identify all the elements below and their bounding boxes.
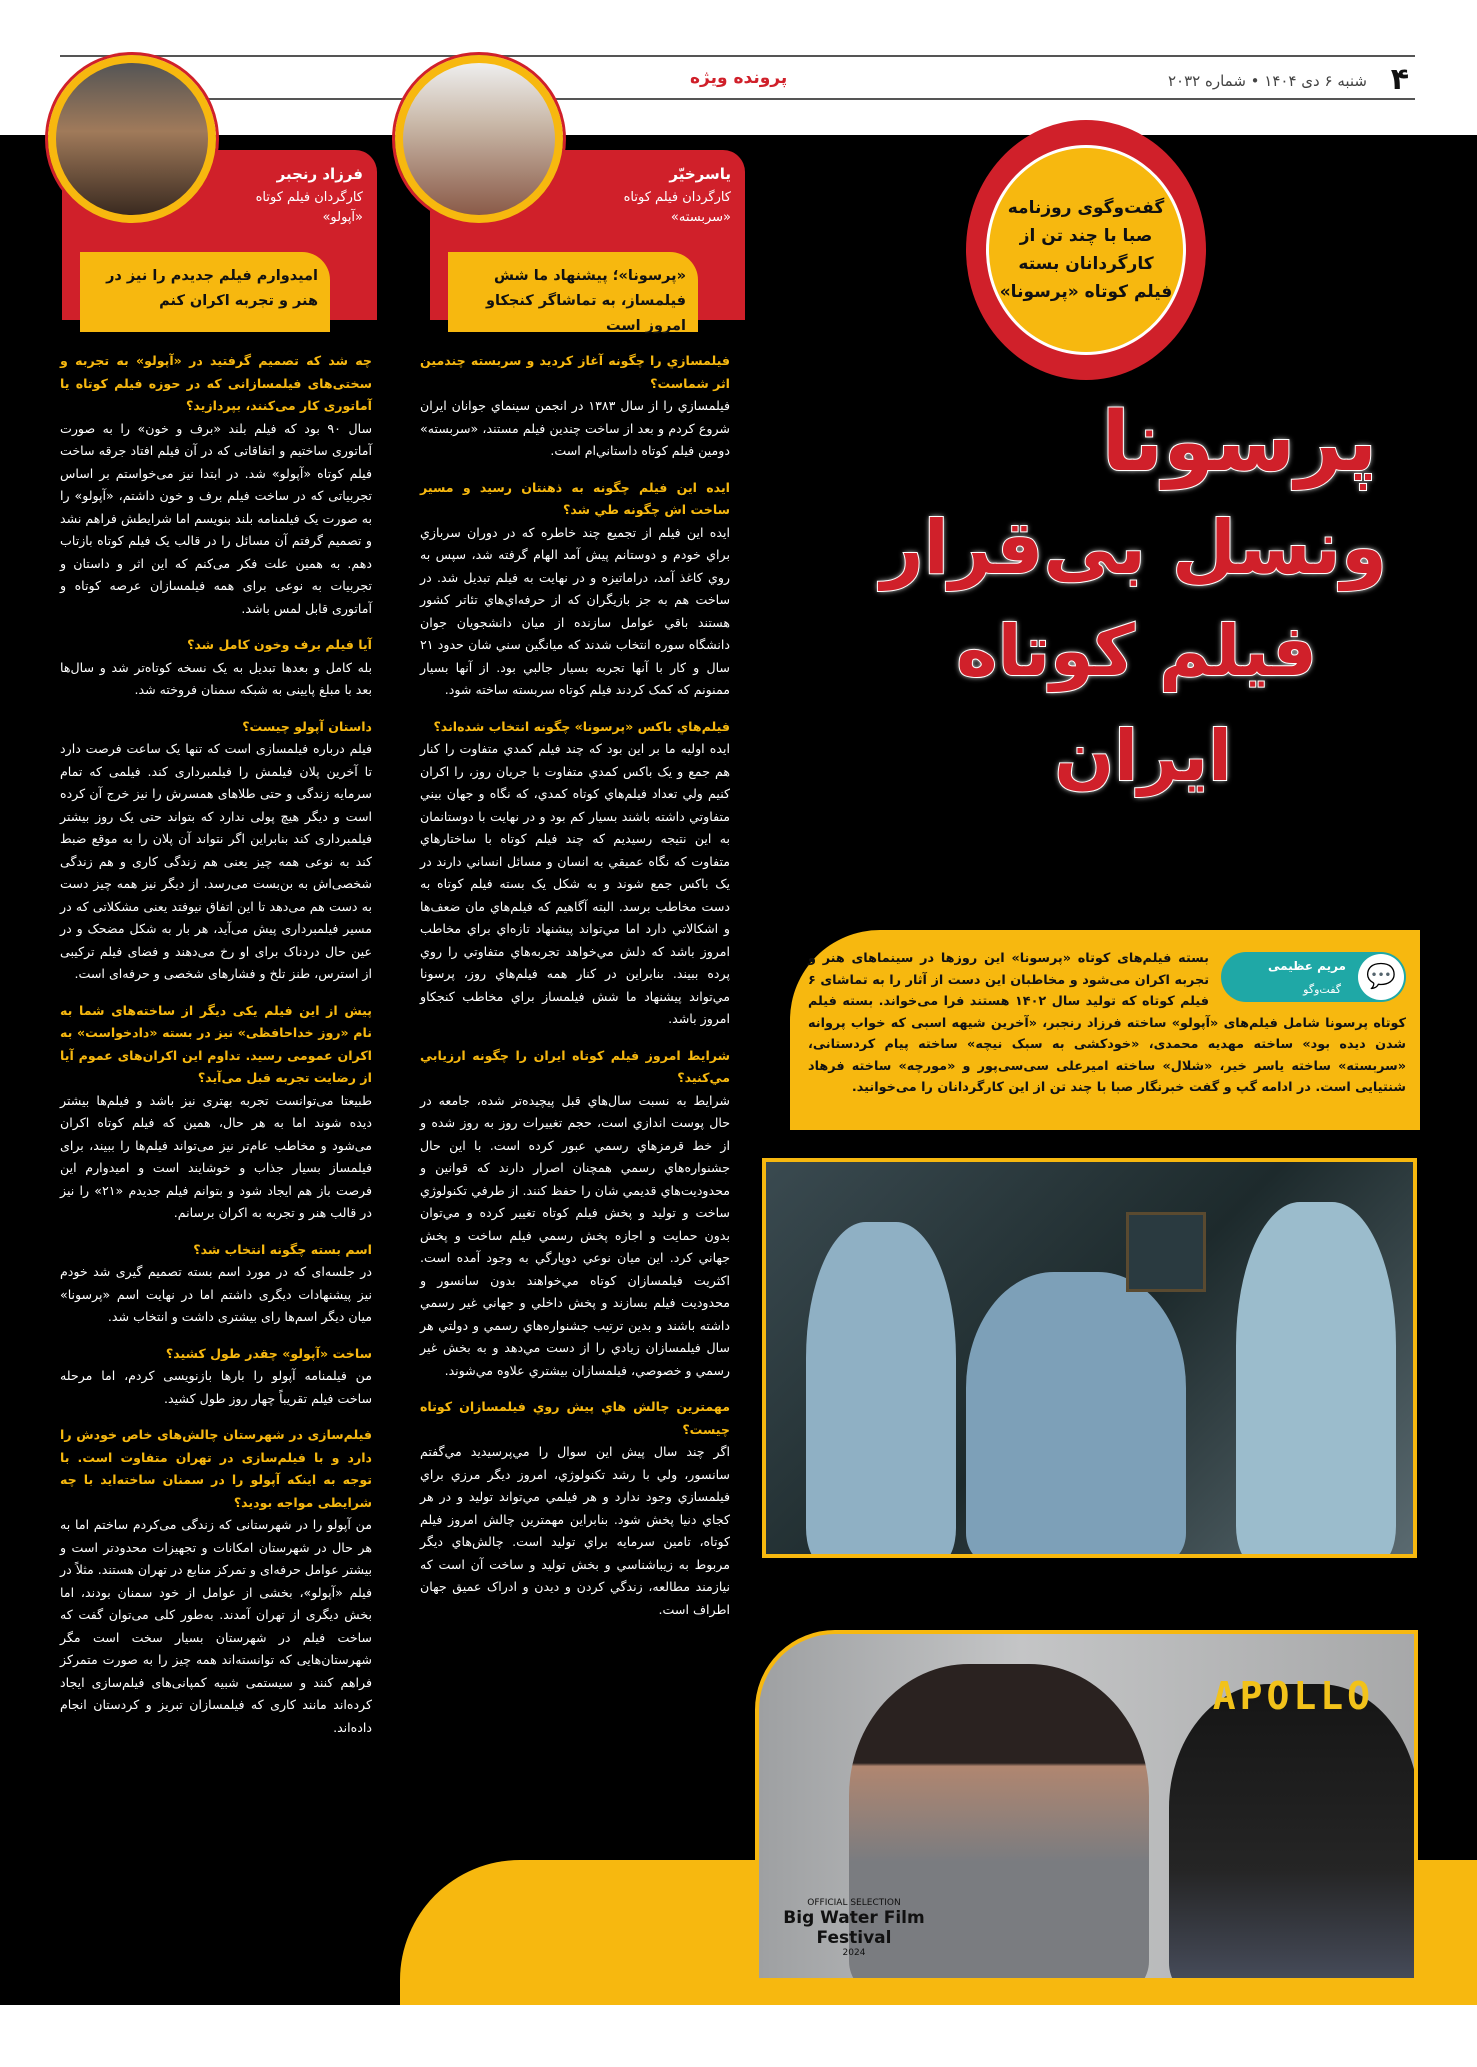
interview-answer: طبیعتا می‌توانست تجربه بهتری نیز باشد و فیلم‌ها بیشتر دیده شوند اما به هر حال، همین که فیلم کوتاه اکران می‌شود و مخاطب عام‌تر نیز می‌تواند فیلم‌ها را ببیند، برای فیلمساز بسیار جذاب و خوشایند است و امیدوارم این فرصت باز هم ایجاد شود و بتوانم فیلم جدیدم «۲۱» را نیز در قالب هنر و تجربه به اکران برسانم.: [60, 1092, 373, 1220]
headline-line-4: ایران: [1054, 715, 1232, 797]
interview-answer: فیلم درباره فیلمسازی است که تنها یک ساعت فرصت دارد تا آخرین پلان فیلمش را فیلمبرداری کند. فیلمی که تمام سرمایه زندگی و حتی طلاهای همسرش را نیز خرج آن کرده است و دیگر هیچ پولی ندارد که بتواند حتی یک روز بیشتر فیلمبرداری کند بنابراین اگر نتواند آن پلان را به موقع ضبط کند به نوعی همه چیز یعنی هم زندگی کاری و هم زندگی شخصی‌اش به بن‌بست می‌رسد. از دیگر نیز همه چیز دست به دست هم می‌دهد تا این اتفاق نیوفتد یعنی مشکلاتی که در مسیر فیلمبرداری پیش می‌آید، هر بار به شکل مضحک و در عین حال دردناک برای او رخ می‌دهند و فضای فیلم ترکیبی از استرس، طنز تلخ و فشارهای شخصی و حرفه‌ای است.: [60, 741, 372, 981]
avatar-yaser: [395, 55, 563, 223]
interview-badge: گفت‌وگوی روزنامه صبا با چند تن از کارگردانان بسته فیلم کوتاه «پرسونا»: [966, 120, 1206, 380]
interview-yaser-column: [420, 350, 730, 1621]
interview-answer: من فیلمنامه آپولو را بارها بازنویسی کردم، اما مرحله ساخت فیلم تقریباً چهار روز طول کشید.: [60, 1368, 372, 1406]
headline-line-3: فیلم کوتاه: [956, 610, 1317, 692]
speech-bubbles-icon: 💬: [1358, 954, 1404, 1000]
interview-question: داستان آپولو چیست؟: [242, 718, 372, 734]
interview-answer: بله کامل و بعدها تبدیل به یک نسخه کوتاه‌تر شد و سال‌ها بعد با مبلغ پایینی به شبکه سمنان فروخته شد.: [60, 659, 372, 697]
film-still-apollo: [755, 1630, 1418, 1982]
intro-box: [790, 930, 1420, 1130]
avatar-farzad: [48, 55, 216, 223]
interviewee-name: فرزاد رنجبر: [276, 165, 363, 183]
festival-laurel: OFFICIAL SELECTION Big Water Film Festival 2024: [783, 1898, 925, 1958]
section-label: پرونده ویژه: [690, 68, 788, 88]
interview-answer: در جلسه‌ای که در مورد اسم بسته تصمیم گیری شد خودم نیز پیشنهادات دیگری داشتم اما در نهایت اسم «پرسونا» میان دیگر اسم‌ها رای بیشتری داشت و انتخاب شد.: [60, 1264, 372, 1324]
interview-question: فيلم‌هاي باکس «پرسونا» چگونه انتخاب شده‌اند؟: [433, 718, 730, 734]
interview-answer: ايده اوليه ما بر اين بود که چند فيلم کمدي متفاوت را کنار هم جمع و يک باکس کمدي متفاوت با جريان روز، را اکران کنيم ولي تعداد فيلم‌هاي کوتاه کمدي، که نگاه و جهان بيني متفاوتي داشته باشند بسيار کم بود و در نهايت با دوستانمان به اين نتيجه رسيديم که چند فيلم کوتاه با ساختارهاي متفاوت که نگاه عميقي به انسان و مسائل انساني دارند در يک باکس جمع شوند و به شکل يک بسته فيلم کوتاه به دست مخاطب برسد. البته آگاهيم که فيلم‌هاي مان ضعف‌ها و اشکالاتي دارد اما مي‌تواند پيشنهاد تازه‌اي براي مخاطب امروز باشد که دلش مي‌خواهد تجربه‌هاي متفاوتي را روي پرده ببيند. بنابراين در کنار همه فيلم‌هاي روز، پرسونا مي‌تواند پيشنهاد ما شش فيلمساز براي مخاطب کنجکاو امروز باشد.: [420, 741, 730, 1026]
interview-question: ساخت «آپولو» چقدر طول کشید؟: [165, 1345, 372, 1361]
interview-answer: شرايط به نسبت سال‌هاي قبل پيچيده‌تر شده، جامعه در حال پوست اندازي است، حجم تغييرات روز به روز شده و از خط قرمزهاي رسمي عبور کرده است. با اين حال جشنواره‌هاي رسمي همچنان اصرار دارند که قوانين و محدوديت‌هاي قديمي شان را حفظ کنند. از طرفي تکنولوژي ساخت و توليد و پخش فيلم کوتاه تغيير کرده و مي‌توان بدون حمايت و اجازه پخش رسمي فيلم ساخت و پخش جهاني کرد. اين ميان نوعي دوپارگي به وجود آمده است. اکثريت فيلمسازان کوتاه مي‌خواهند بدون سانسور و محدوديت فيلم بسازند و پخش داخلي و جهاني غير رسمي داشته باشند و بدين ترتيب جشنواره‌هاي رسمي و دولتي هر سال فيلمسازان زيادي را از دست مي‌دهد و به بخش غير رسمي و خصوصي، فيلمسازان بيشتري علاوه مي‌شوند.: [420, 1092, 730, 1378]
pull-quote: امیدوارم فیلم جدیدم را نیز در هنر و تجربه اکران کنم: [80, 252, 330, 332]
interview-question: پیش از این فیلم یکی دیگر از ساخته‌های شما به نام «روز خداحافظی» نیز در بسته «دادخواست» به اکران عمومی رسید. تداوم این اکران‌های عموم آیا از رضایت تجربه قبل می‌آید؟: [60, 1002, 372, 1085]
interview-question: فیلم‌سازی در شهرستان چالش‌های خاص خودش را دارد و با فیلم‌سازی در تهران متفاوت است. با توجه به اینکه آپولو را در سمنان ساخته‌اید با چه شرایطی مواجه بودید؟: [60, 1427, 372, 1510]
intro-text: بسته فیلم‌های کوتاه «پرسونا» این روزها در سینماهای هنر و تجربه اکران می‌شود و مخاطبان این دست از آثار را به تماشای ۶ فیلم کوتاه که تولید سال ۱۴۰۲ هستند فرا می‌خواند. بسته فیلم کوتاه پرسونا شامل فیلم‌های «آپولو» ساخته فرزاد رنجبر، «آخرین شیهه اسبی که خواب پروانه شدن دیده بود» ساخته مهدیه محمدی، «خودکشی به سبک نیچه» ساخته پیام کردستانی، «سربسته» ساخته یاسر خیر، «شلال» ساخته امیرعلی سی‌سی‌پور و «مورچه» ساخته فرهاد شنتیایی است. در ادامه گپ و گفت خبرنگار صبا با چند تن از این کارگردانان را می‌خوانید.: [808, 951, 1406, 1095]
interview-answer: ايده اين فيلم از تجميع چند خاطره که در دوران سربازي براي خودم و دوستانم پيش آمد الهام گرفته شد، سپس به روي کاغذ آمد، دراماتيزه و در نهايت به فيلم تبديل شد. در ساخت هم به جز بازيگران که از حرفه‌اي‌هاي تئاتر کشور هستند باقي عوامل سازنده از ميان دانشجويان جوان دانشگاه سوره انتخاب شدند که ميانگين سني شان حدود ۲۱ سال و کار با آنها تجربه بسيار جالبي بود. از آنها بسيار ممنونم که کمک کردند فيلم کوتاه سربسته ساخته شود.: [420, 524, 730, 697]
interview-question: فیلمسازي را چگونه آغاز کرديد و سربسته چندمين اثر شماست؟: [420, 353, 730, 391]
header-rule-top: [60, 55, 1415, 57]
interview-question: چه شد که تصمیم گرفتید در «آپولو» به تجربه و سختی‌های فیلمسازانی که در حوزه فیلم کوتاه یا آماتوری کار می‌کنند، بپردازید؟: [60, 353, 372, 413]
headline-line-1: پرسونا: [1101, 395, 1377, 490]
interview-question: اسم بسته چگونه انتخاب شد؟: [193, 1241, 372, 1257]
film-still-sarbasteh: [762, 1158, 1417, 1558]
headline-line-2: ونسل بی‌قرار: [880, 505, 1387, 591]
interview-farzad-column: [60, 350, 372, 1739]
interview-answer: فیلمسازي را از سال ۱۳۸۳ در انجمن سینماي جوانان ايران شروع کردم و بعد از ساخت چندين فيلم مستند، «سربسته» دومين فيلم کوتاه داستاني‌ام است.: [420, 398, 730, 458]
issue-date: شنبه ۶ دی ۱۴۰۴ • شماره ۲۰۳۲: [1167, 72, 1367, 90]
pull-quote: «پرسونا»؛ پیشنهاد ما شش فیلمساز، به تماشاگر کنجکاو امروز است: [448, 252, 698, 332]
interviewee-role: کارگردان فیلم کوتاه «سربسته»: [623, 190, 731, 225]
interview-question: مهمترين چالش هاي پيش روي فيلمسازان کوتاه چيست؟: [420, 1399, 730, 1437]
interviewee-role: کارگردان فیلم کوتاه «آپولو»: [255, 190, 363, 225]
author-tag: [1221, 952, 1406, 1002]
interview-question: آیا فیلم برف وخون کامل شد؟: [187, 637, 372, 652]
interviewee-name: یاسرخیّر: [669, 165, 731, 183]
page-number: ۴: [1390, 62, 1409, 97]
rubric: گفت‌وگو: [1303, 983, 1341, 996]
author-name: مریم عظیمی: [1268, 959, 1346, 973]
interview-answer: اگر چند سال پيش اين سوال را مي‌پرسيديد مي‌گفتم سانسور، ولي با رشد تکنولوژي، امروز ديگر مرزي براي فيلمسازي وجود ندارد و هر فيلمي مي‌تواند توليد و در هر کجاي دنيا پخش شود. بنابراين مهمترين چالش امروز فيلم کوتاه، تامين سرمايه براي توليد است. چالش‌هاي ديگر مربوط به زيباشناسي و بخش توليد و ساخت آن است که نيازمند مطالعه، زندگي کردن و ديدن و ادراک عميق جهان اطراف است.: [420, 1444, 730, 1617]
interview-answer: من آپولو را در شهرستانی که زندگی می‌کردم ساختم اما به هر حال در شهرستان امکانات و تجهیزات محدودتر است و بیشتر عوامل حرفه‌ای و تمرکز منابع در تهران هستند. مثلاً در فیلم «آپولو»، بخشی از عوامل از خود سمنان بودند، اما بخش دیگری از تهران آمدند. به‌طور کلی می‌توان گفت که ساخت فیلم در شهرستان بسیار سخت است مگر شهرستان‌هایی که توانسته‌اند همه چیز را به صورت متمرکز فراهم کنند و سیستمی شبیه کمپانی‌های فیلم‌سازی ایجاد کرده‌اند مانند کاری که فیلمسازان تبریز و کردستان انجام داده‌اند.: [60, 1517, 372, 1735]
interview-answer: سال ۹۰ بود که فیلم بلند «برف و خون» را به صورت آماتوری ساختیم و اتفاقاتی که در آن فیلم افتاد جرقه ساخت فیلم کوتاه «آپولو» شد. در ابتدا نیز می‌خواستم بر اساس تجربیاتی که در ساخت فیلم برف و خون داشتم، «آپولو» را به صورت یک فیلمنامه بلند بنویسم اما شرایطش فراهم نشد و تصمیم گرفتم آن مسائل را در قالب یک فیلم کوتاه بازتاب دهم. به همین علت فکر می‌کنم که این اثر و داستان و تجربیات به نوعی برای همه فیلمسازان عرصه کوتاه و آماتوری قابل لمس باشد.: [60, 420, 373, 616]
poster-title: APOLLO: [1212, 1674, 1374, 1718]
interview-question: ايده اين فيلم چگونه به ذهنتان رسيد و مسير ساخت اش چگونه طي شد؟: [420, 479, 730, 517]
header-rule-bottom: [60, 98, 1415, 100]
interview-question: شرايط امروز فيلم کوتاه ايران را چگونه ارزيابي مي‌کنيد؟: [420, 1047, 730, 1085]
